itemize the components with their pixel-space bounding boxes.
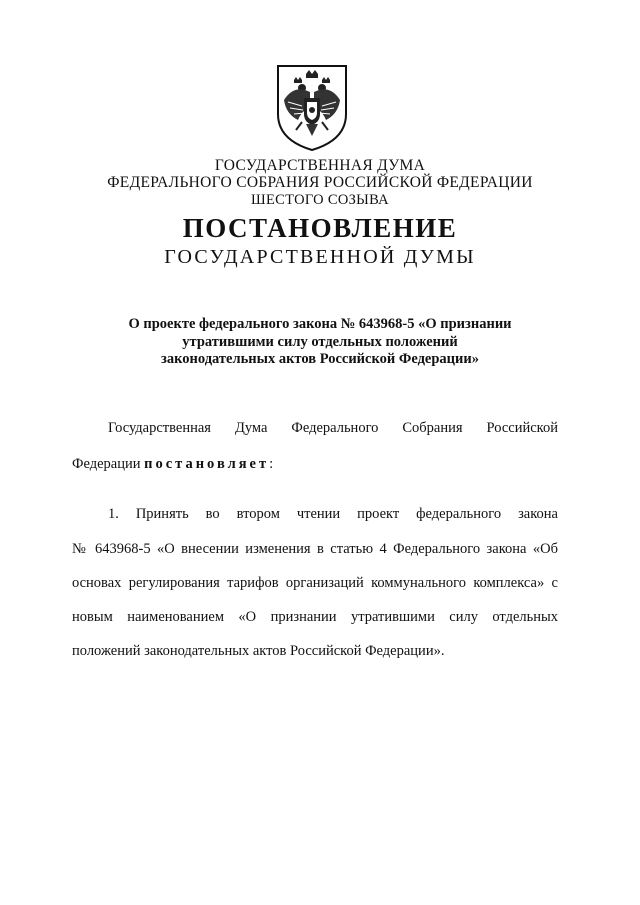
- coat-of-arms-icon: [272, 62, 352, 152]
- subject-line: О проекте федерального закона № 643968-5 «О признании: [128, 316, 512, 332]
- decree-subject: [70, 316, 570, 369]
- item-line: основах регулирования тарифов организаций коммунального комплекса» с: [72, 575, 558, 591]
- item-line: № 643968-5 «О внесении изменения в статью 4 Федерального закона «Об: [72, 541, 558, 557]
- item-line: положений законодательных актов Российской Федерации».: [72, 643, 445, 659]
- preamble-prefix: Федерации: [72, 456, 141, 472]
- item-line: новым наименованием «О признании утратившими силу отдельных: [72, 609, 558, 625]
- preamble-line: [72, 455, 558, 473]
- preamble-line: Государственная Дума Федерального Собрания Российской: [108, 420, 558, 436]
- preamble-suffix: :: [269, 456, 274, 472]
- subject-line: утратившими силу отдельных положений: [182, 333, 458, 350]
- document-subtitle: ГОСУДАРСТВЕННОЙ ДУМЫ: [164, 246, 476, 268]
- resolves-word: постановляет: [144, 456, 270, 472]
- convocation: ШЕСТОГО СОЗЫВА: [251, 192, 389, 208]
- assembly-name: ФЕДЕРАЛЬНОГО СОБРАНИЯ РОССИЙСКОЙ ФЕДЕРАЦИИ: [107, 174, 533, 191]
- subject-line: законодательных актов Российской Федерации»: [161, 351, 479, 367]
- duma-name: ГОСУДАРСТВЕННАЯ ДУМА: [214, 157, 426, 174]
- document-title: ПОСТАНОВЛЕНИЕ: [182, 213, 458, 243]
- item-line: 1. Принять во втором чтении проект федерального закона: [108, 506, 558, 522]
